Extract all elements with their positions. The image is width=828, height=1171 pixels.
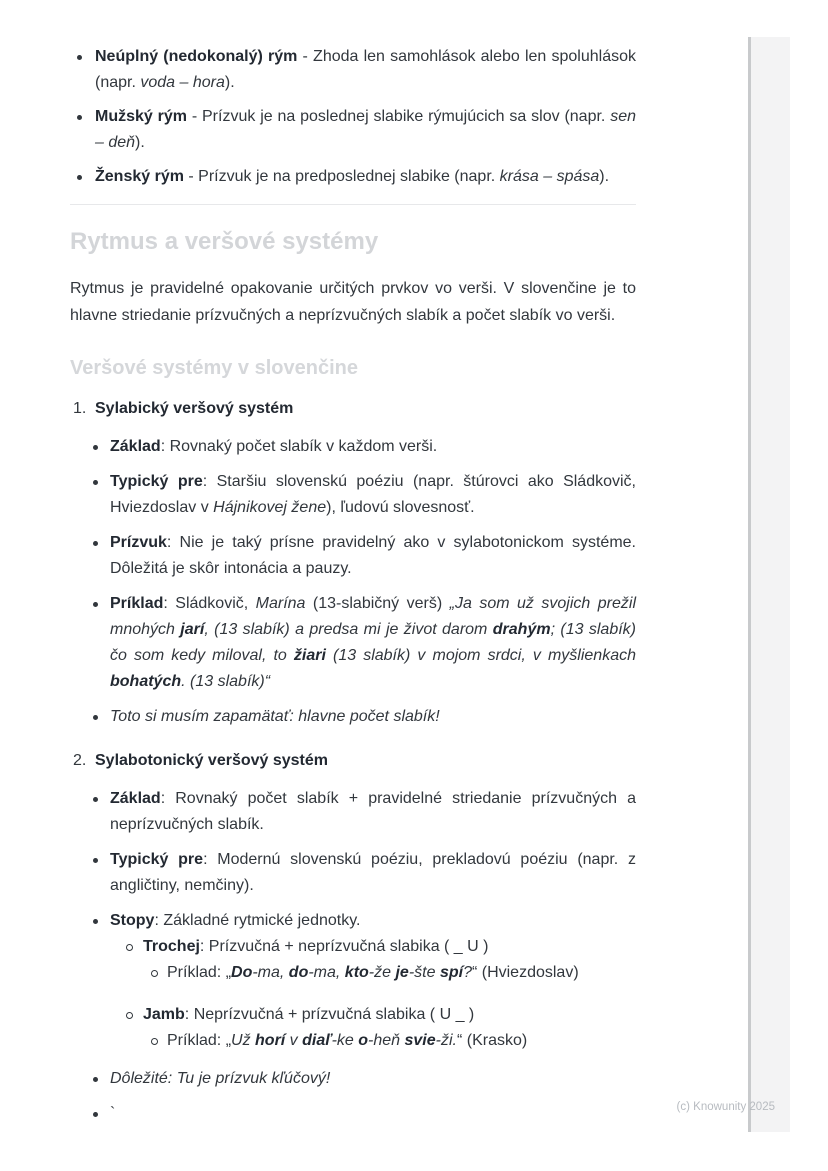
list-item: [95, 704, 636, 730]
list-item: [70, 44, 636, 96]
list-item-text: Príklad: „Už horí v diaľ-ke o-heň svie-ži.“ (Krasko): [167, 1032, 528, 1049]
list-item-text: `: [110, 1105, 116, 1122]
list-item-text: Jamb: Neprízvučná + prízvučná slabika ( U _ ): [143, 1006, 475, 1023]
list-item: [95, 908, 636, 1054]
section-title: Rytmus a veršové systémy: [70, 228, 379, 255]
list-item: [95, 847, 636, 899]
list-item-text: Prízvuk: Nie je taký prísne pravidelný ako v sylabotonickom systéme. Dôležitá je skôr intonácia a pauzy.: [110, 534, 636, 577]
list-item-text: Príklad: Sládkovič, Marína (13-slabičný verš) „Ja som už svojich prežil mnohých jarí, (13 slabík) a predsa mi je život darom drahým; (13 slabík) čo som kedy miloval, to žiari (13 slabík) v mojom srdci, v myšlienkach bohatých. (13 slabík)“: [110, 595, 636, 690]
list-item: [143, 1028, 636, 1054]
list-item-text: Neúplný (nedokonalý) rým - Zhoda len samohlások alebo len spoluhlások (napr. voda – hora).: [95, 48, 636, 91]
scrollbar[interactable]: [748, 37, 790, 1132]
list-item: [95, 530, 636, 582]
list-item: [95, 1101, 636, 1127]
list-item: [70, 164, 636, 190]
system-detail-list: [95, 786, 636, 1127]
list-number: 1.: [73, 400, 87, 417]
list-item: [95, 469, 636, 521]
list-item-text: Stopy: Základné rytmické jednotky.: [110, 912, 361, 929]
list-item: [143, 960, 636, 986]
intro-paragraph: Rytmus je pravidelné opakovanie určitých prvkov vo verši. V slovenčine je to hlavne striedanie prízvučných a neprízvučných slabík a počet slabík vo verši.: [70, 280, 636, 324]
feet-list: [110, 934, 636, 1054]
verse-systems-list: [70, 396, 636, 1127]
document-content: [70, 30, 636, 1136]
list-item-text: Typický pre: Modernú slovenskú poéziu, prekladovú poéziu (napr. z angličtiny, nemčiny).: [110, 851, 636, 894]
list-item-text: Ženský rým - Prízvuk je na predposlednej slabike (napr. krása – spása).: [95, 168, 610, 185]
list-item: [70, 104, 636, 156]
list-item: [95, 434, 636, 460]
watermark: (c) Knowunity 2025: [676, 1101, 775, 1113]
section-divider: [70, 204, 636, 205]
list-item: [110, 1002, 636, 1054]
list-item: [95, 786, 636, 838]
list-item-text: Dôležité: Tu je prízvuk kľúčový!: [110, 1070, 331, 1087]
subsection-title: Veršové systémy v slovenčine: [70, 357, 358, 379]
list-item-text: Príklad: „Do-ma, do-ma, kto-že je-šte spí?“ (Hviezdoslav): [167, 964, 579, 981]
foot-example-list: [143, 1028, 636, 1054]
list-item-text: Trochej: Prízvučná + neprízvučná slabika ( _ U ): [143, 938, 489, 955]
list-item-text: Mužský rým - Prízvuk je na poslednej slabike rýmujúcich sa slov (napr. sen – deň).: [95, 108, 637, 151]
list-item: [95, 591, 636, 695]
list-item: [95, 1066, 636, 1092]
list-item: [110, 934, 636, 986]
system-title: Sylabotonický veršový systém: [95, 752, 329, 769]
list-item-text: Základ: Rovnaký počet slabík + pravidelné striedanie prízvučných a neprízvučných slabík.: [110, 790, 636, 833]
rhyme-type-list: [70, 44, 636, 190]
list-number: 2.: [73, 752, 87, 769]
system-detail-list: [95, 434, 636, 730]
foot-example-list: [143, 960, 636, 986]
list-item-text: Typický pre: Staršiu slovenskú poéziu (napr. štúrovci ako Sládkovič, Hviezdoslav v Hájnikovej žene), ľudovú slovesnosť.: [110, 473, 636, 516]
system-title: Sylabický veršový systém: [95, 400, 294, 417]
list-item-numbered: [70, 396, 636, 730]
list-item-text: Toto si musím zapamätať: hlavne počet slabík!: [110, 708, 440, 725]
list-item-numbered: [70, 748, 636, 1127]
list-item-text: Základ: Rovnaký počet slabík v každom verši.: [110, 438, 438, 455]
